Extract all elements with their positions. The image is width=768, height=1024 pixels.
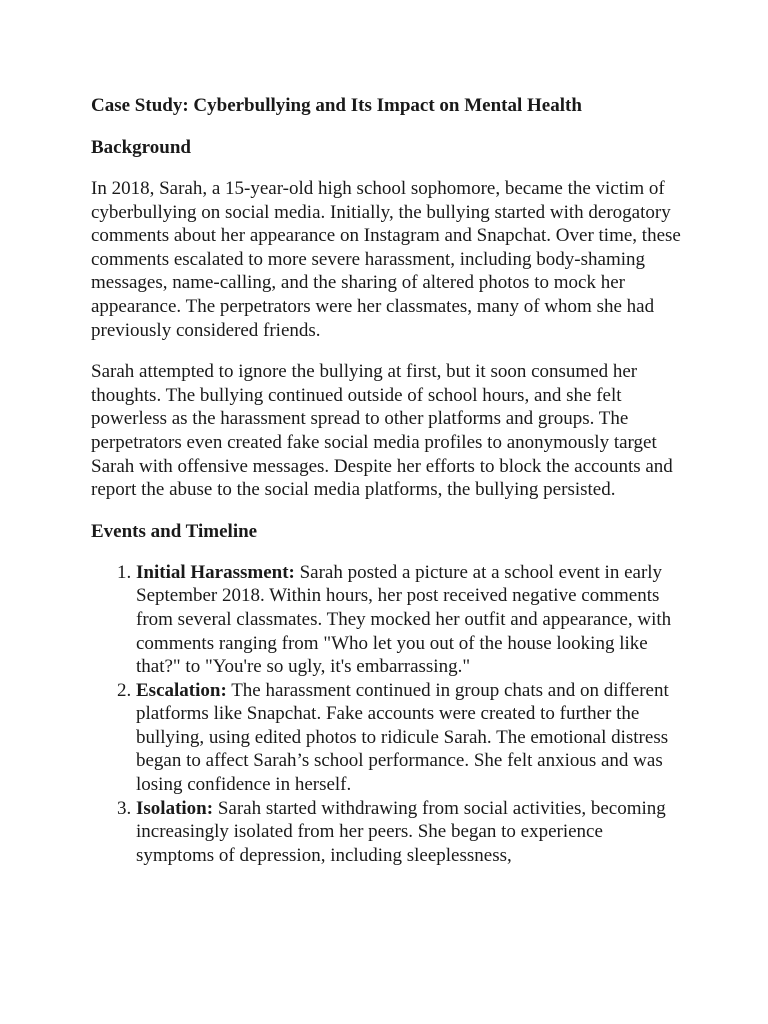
timeline-item (136, 797, 681, 868)
timeline-item-label: Escalation: (136, 679, 227, 701)
timeline-heading: Events and Timeline (91, 520, 258, 542)
timeline-item-label: Initial Harassment: (136, 561, 295, 583)
timeline-item-label: Isolation: (136, 797, 214, 819)
document-page (91, 94, 681, 867)
background-paragraph-2: Sarah attempted to ignore the bullying at first, but it soon consumed her thoughts. The bullying continued outside of school hours, and she felt powerless as the harassment spread to other platforms and groups. The perpetrators even created fake social media profiles to anonymously target Sarah with offensive messages. Despite her efforts to block the accounts and report the abuse to the social media platforms, the bullying persisted. (91, 361, 673, 501)
document-title: Case Study: Cyberbullying and Its Impact on Mental Health (91, 95, 582, 116)
background-heading: Background (91, 137, 191, 158)
background-paragraph-1: In 2018, Sarah, a 15-year-old high school sophomore, became the victim of cyberbullying on social media. Initially, the bullying started with derogatory comments about her appearance on Instagram and Snapchat. Over time, these comments escalated to more severe harassment, including body-shaming messages, name-calling, and the sharing of altered photos to mock her appearance. The perpetrators were her classmates, many of whom she had previously considered friends. (91, 178, 681, 341)
timeline-item (136, 561, 681, 679)
timeline-list (91, 561, 681, 868)
timeline-item-text: Sarah posted a picture at a school event in early September 2018. Within hours, her post received negative comments from several classmates. They mocked her outfit and appearance, with comments ranging from "Who let you out of the house looking like that?" to "You're so ugly, it's embarrassing." (136, 561, 672, 678)
timeline-item-text: The harassment continued in group chats and on different platforms like Snapchat. Fake accounts were created to further the bullying, using edited photos to ridicule Sarah. The emotional distress began to affect Sarah’s school performance. She felt anxious and was losing confidence in herself. (136, 679, 669, 796)
timeline-item-text: Sarah started withdrawing from social activities, becoming increasingly isolated from her peers. She began to experience symptoms of depression, including sleeplessness, (136, 797, 666, 866)
timeline-item (136, 679, 681, 797)
